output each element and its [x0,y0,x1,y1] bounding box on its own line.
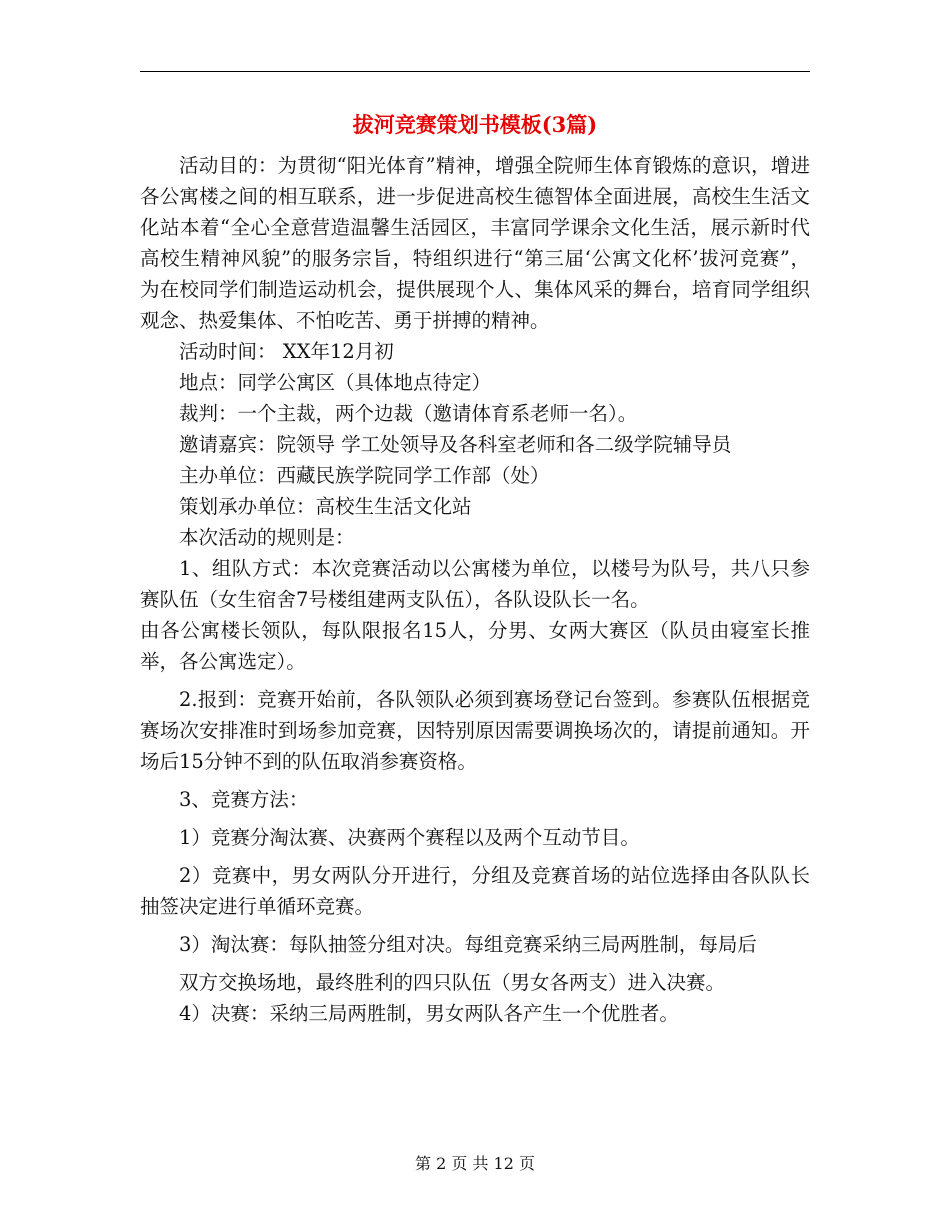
document-body [140,150,810,1029]
paragraph-time: 活动时间： XX年12月初 [179,340,394,363]
header-rule [140,71,810,72]
paragraph-method-2: 2）竞赛中，男女两队分开进行，分组及竞赛首场的站位选择由各队队长抽签决定进行单循环竞赛。 [140,864,810,918]
paragraph-method-1: 1）竞赛分淘汰赛、决赛两个赛程以及两个互动节目。 [179,826,640,849]
paragraph-organizer: 策划承办单位：高校生生活文化站 [179,495,472,518]
paragraph-registration: 2.报到：竞赛开始前，各队领队必须到赛场登记台签到。参赛队伍根据竞赛场次安排准时到场参加竞赛，因特别原因需要调换场次的，请提前通知。开场后15分钟不到的队伍取消参赛资格。 [140,688,810,773]
paragraph-team-formation: 1、组队方式：本次竞赛活动以公寓楼为单位，以楼号为队号，共八只参赛队伍（女生宿舍7号楼组建两支队伍），各队设队长一名。 [140,557,810,611]
paragraph-method-heading: 3、竞赛方法： [179,788,309,811]
paragraph-referee: 裁判：一个主裁，两个边裁（邀请体育系老师一名）。 [179,402,638,425]
document-title: 拔河竞赛策划书模板(3篇) [352,112,598,137]
paragraph-location: 地点：同学公寓区（具体地点待定） [179,371,492,394]
paragraph-guests: 邀请嘉宾：院领导 学工处领导及各科室老师和各二级学院辅导员 [179,433,732,456]
paragraph-host: 主办单位：西藏民族学院同学工作部（处） [179,464,550,487]
paragraph-purpose: 活动目的：为贯彻“阳光体育”精神，增强全院师生体育锻炼的意识，增进各公寓楼之间的相互联系，进一步促进高校生德智体全面进展，高校生生活文化站本着“全心全意营造温馨生活园区，丰富同学课余文化生活，展示新时代高校生精神风貌”的服务宗旨，特组织进行“第三届‘公寓文化杯’拔河竞赛”， 为在校同学们制造运动机会，提供展现个人、集体风采的舞台，培育同学组织观念、热爱集体、不怕吃苦、勇于拼搏的精神。 [140,154,810,332]
page-number: 第 2 页 共 12 页 [415,1154,535,1173]
paragraph-method-3-cont: 双方交换场地，最终胜利的四只队伍（男女各两支）进入决赛。 [179,971,726,994]
paragraph-method-3: 3）淘汰赛：每队抽签分组对决。每组竞赛采纳三局两胜制，每局后 [179,933,757,956]
paragraph-rules-intro: 本次活动的规则是： [179,526,355,549]
paragraph-team-leaders: 由各公寓楼长领队，每队限报名15人，分男、女两大赛区（队员由寝室长推举，各公寓选定）。 [140,619,810,673]
paragraph-method-4: 4）决赛：采纳三局两胜制，男女两队各产生一个优胜者。 [179,1002,679,1025]
